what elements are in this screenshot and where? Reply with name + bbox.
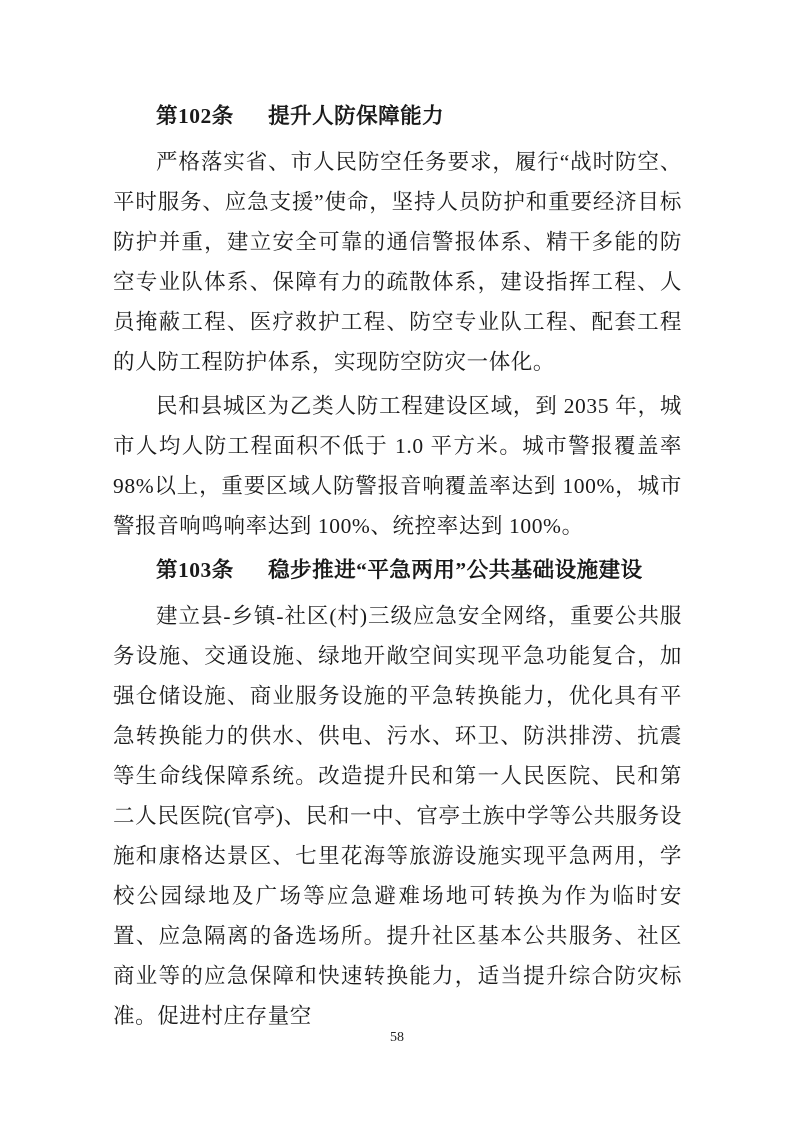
article-heading-103 <box>113 550 682 590</box>
article-number: 第102条 <box>156 104 234 128</box>
body-paragraph: 建立县-乡镇-社区(村)三级应急安全网络，重要公共服务设施、交通设施、绿地开敞空间实现平急功能复合，加强仓储设施、商业服务设施的平急转换能力，优化具有平急转换能力的供水、供电、污水、环卫、防洪排涝、抗震等生命线保障系统。改造提升民和第一人民医院、民和第二人民医院(官亭)、民和一中、官亭土族中学等公共服务设施和康格达景区、七里花海等旅游设施实现平急两用，学校公园绿地及广场等应急避难场地可转换为作为临时安置、应急隔离的备选场所。提升社区基本公共服务、社区商业等的应急保障和快速转换能力，适当提升综合防灾标准。促进村庄存量空 <box>113 604 682 1028</box>
body-paragraph: 民和县城区为乙类人防工程建设区域，到 2035 年，城市人均人防工程面积不低于 1.0 平方米。城市警报覆盖率 98%以上，重要区域人防警报音响覆盖率达到 100%，城市警报音响鸣响率达到 100%、统控率达到 100%。 <box>113 394 682 538</box>
document-content <box>113 96 682 1040</box>
page-number: 58 <box>390 1030 404 1045</box>
page-footer <box>0 1028 794 1046</box>
article-title: 稳步推进“平急两用”公共基础设施建设 <box>268 558 643 582</box>
article-title: 提升人防保障能力 <box>268 104 445 128</box>
article-number: 第103条 <box>156 558 234 582</box>
body-paragraph: 严格落实省、市人民防空任务要求，履行“战时防空、平时服务、应急支援”使命，坚持人员防护和重要经济目标防护并重，建立安全可靠的通信警报体系、精干多能的防空专业队体系、保障有力的疏散体系，建设指挥工程、人员掩蔽工程、医疗救护工程、防空专业队工程、配套工程的人防工程防护体系，实现防空防灾一体化。 <box>113 150 682 374</box>
article-heading-102 <box>113 96 682 136</box>
